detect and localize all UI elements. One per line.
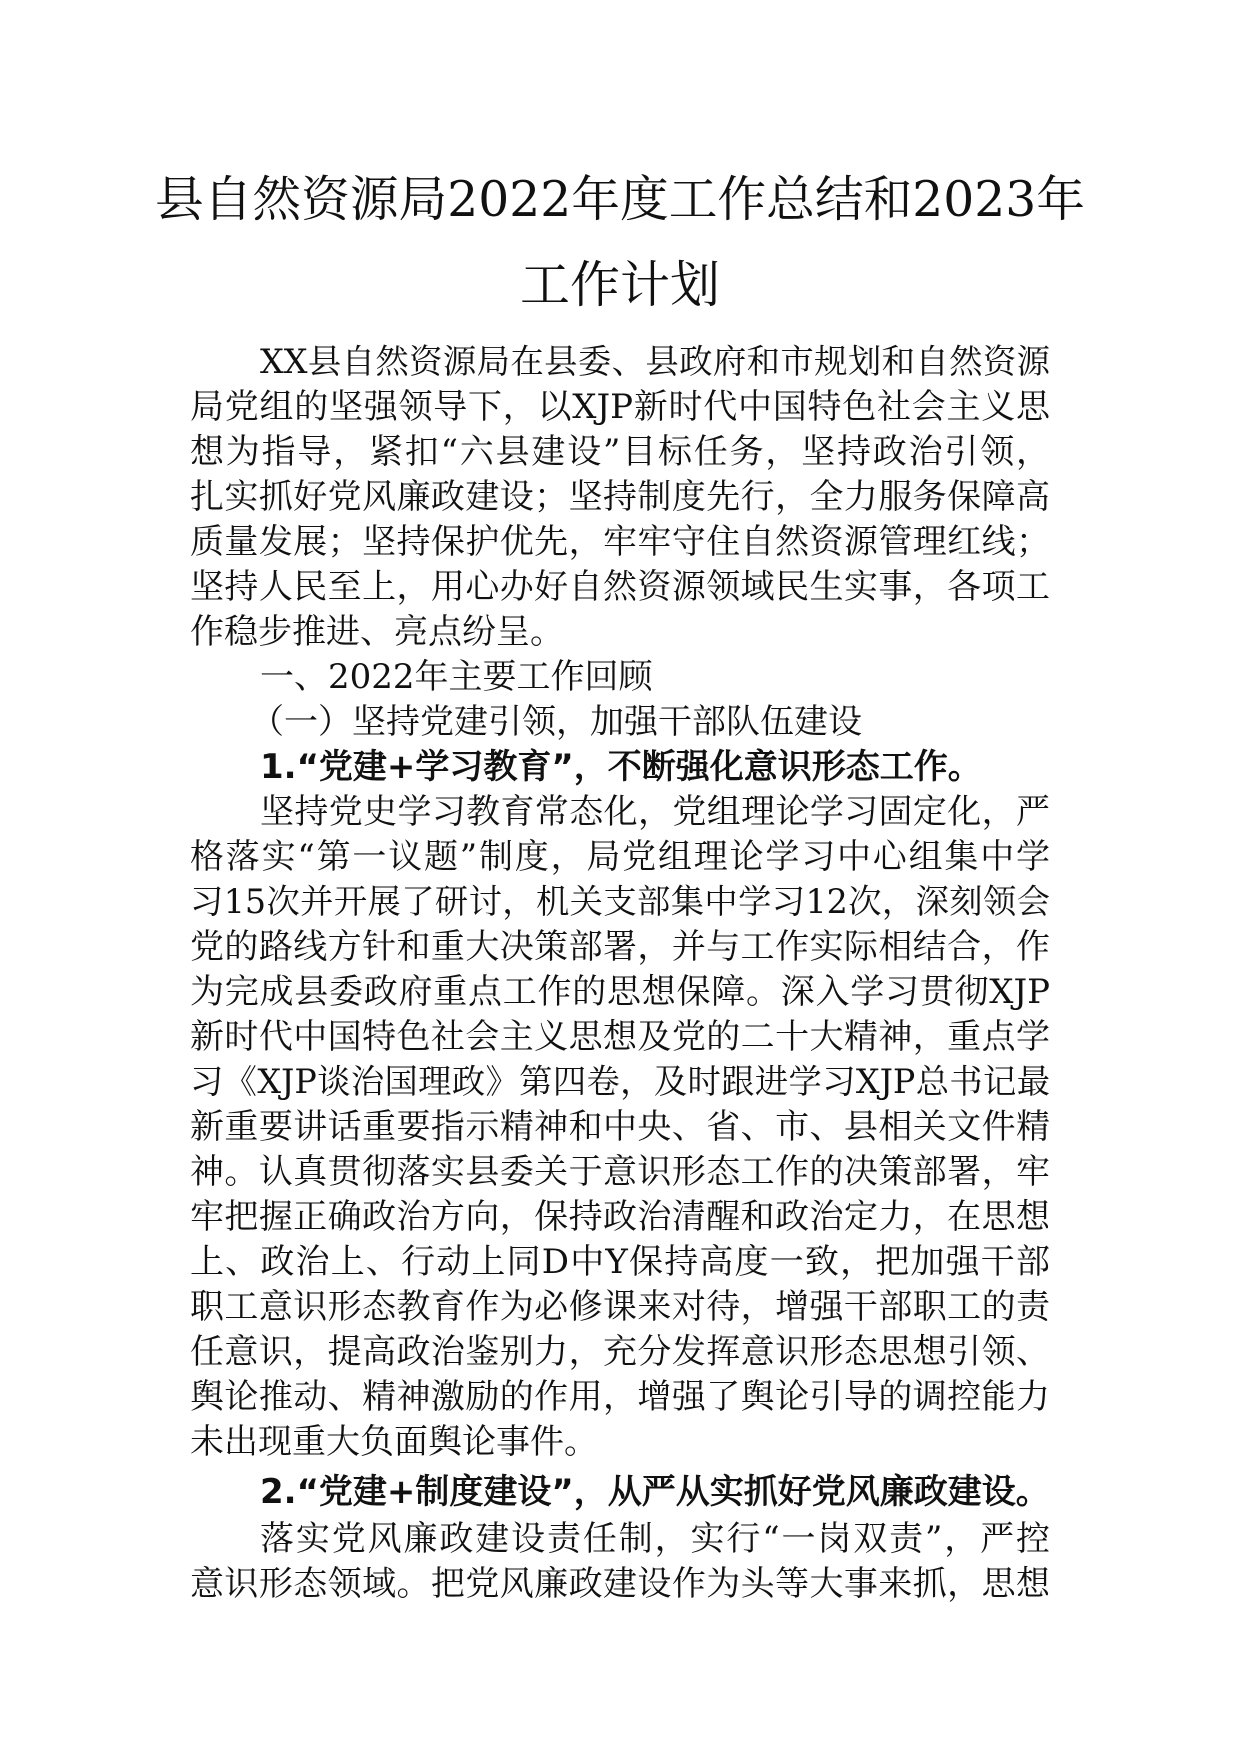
paragraph-line: 职工意识形态教育作为必修课来对待，增强干部职工的责: [190, 1287, 1050, 1327]
intro-line: 坚持人民至上，用心办好自然资源领域民生实事，各项工: [190, 567, 1050, 607]
document-title-line-1: 县自然资源局2022年度工作总结和2023年: [154, 172, 1086, 228]
intro-line: 想为指导，紧扣“六县建设”目标任务，坚持政治引领，: [190, 432, 1050, 472]
paragraph-line: 任意识，提高政治鉴别力，充分发挥意识形态思想引领、: [190, 1332, 1050, 1372]
paragraph-line: 新重要讲话重要指示精神和中央、省、市、县相关文件精: [190, 1107, 1050, 1147]
paragraph-line: 新时代中国特色社会主义思想及党的二十大精神，重点学: [190, 1017, 1050, 1057]
item-heading-1: 1.“党建+学习教育”，不断强化意识形态工作。: [260, 747, 982, 787]
paragraph-line: 舆论推动、精神激励的作用，增强了舆论引导的调控能力: [190, 1377, 1050, 1417]
intro-line: 作稳步推进、亮点纷呈。: [190, 612, 564, 652]
paragraph-line: 上、政治上、行动上同D中Y保持高度一致，把加强干部: [190, 1242, 1050, 1282]
subsection-heading: （一）坚持党建引领，加强干部队伍建设: [250, 702, 862, 742]
paragraph-line: 习《XJP谈治国理政》第四卷，及时跟进学习XJP总书记最: [190, 1062, 1050, 1101]
paragraph-line: 意识形态领域。把党风廉政建设作为头等大事来抓，思想: [190, 1564, 1050, 1604]
paragraph-line: 坚持党史学习教育常态化，党组理论学习固定化，严: [260, 792, 1050, 832]
paragraph-line: 为完成县委政府重点工作的思想保障。深入学习贯彻XJP: [190, 972, 1050, 1012]
document-title-line-2: 工作计划: [520, 256, 720, 314]
intro-line: 扎实抓好党风廉政建设；坚持制度先行，全力服务保障高: [190, 477, 1050, 517]
intro-line: 局党组的坚强领导下，以XJP新时代中国特色社会主义思: [190, 387, 1050, 427]
intro-line: 质量发展；坚持保护优先，牢牢守住自然资源管理红线；: [190, 522, 1050, 562]
paragraph-line: 落实党风廉政建设责任制，实行“一岗双责”，严控: [260, 1519, 1050, 1559]
paragraph-line: 牢把握正确政治方向，保持政治清醒和政治定力，在思想: [190, 1197, 1050, 1237]
paragraph-line: 未出现重大负面舆论事件。: [190, 1422, 598, 1462]
section-heading: 一、2022年主要工作回顾: [260, 657, 653, 697]
paragraph-line: 党的路线方针和重大决策部署，并与工作实际相结合，作: [190, 927, 1050, 967]
paragraph-line: 习15次并开展了研讨，机关支部集中学习12次，深刻领会: [190, 882, 1050, 921]
item-heading-2: 2.“党建+制度建设”，从严从实抓好党风廉政建设。: [260, 1472, 1050, 1512]
intro-line: XX县自然资源局在县委、县政府和市规划和自然资源: [260, 342, 1050, 381]
paragraph-line: 神。认真贯彻落实县委关于意识形态工作的决策部署，牢: [190, 1152, 1050, 1192]
paragraph-line: 格落实“第一议题”制度，局党组理论学习中心组集中学: [190, 837, 1050, 877]
